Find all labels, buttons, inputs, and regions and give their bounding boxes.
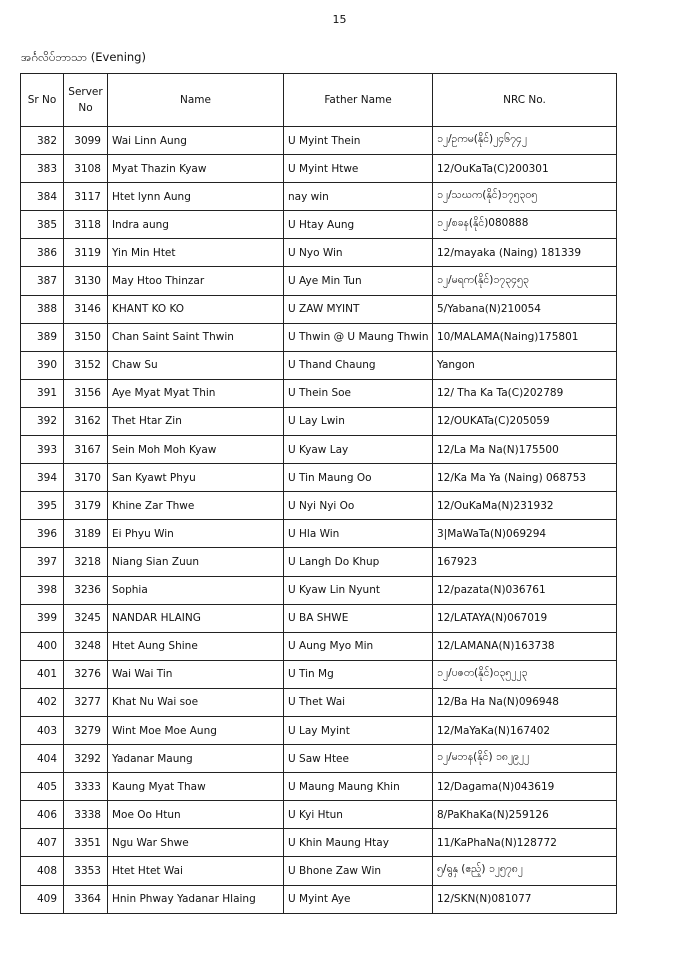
cell-nrc-no: 12/MaYaKa(N)167402 bbox=[433, 716, 617, 744]
cell-nrc-no: 12/Ba Ha Na(N)096948 bbox=[433, 688, 617, 716]
cell-server-no: 3338 bbox=[64, 801, 108, 829]
cell-server-no: 3218 bbox=[64, 548, 108, 576]
cell-name: Wint Moe Moe Aung bbox=[108, 716, 284, 744]
cell-name: Kaung Myat Thaw bbox=[108, 773, 284, 801]
page-number: 15 bbox=[332, 13, 347, 26]
table-row bbox=[21, 857, 617, 885]
cell-server-no: 3236 bbox=[64, 576, 108, 604]
cell-father-name: U Myint Aye bbox=[284, 885, 433, 913]
table-row bbox=[21, 492, 617, 520]
cell-father-name: U Bhone Zaw Win bbox=[284, 857, 433, 885]
cell-server-no: 3108 bbox=[64, 155, 108, 183]
cell-sr-no: 391 bbox=[21, 379, 64, 407]
cell-sr-no: 409 bbox=[21, 885, 64, 913]
cell-sr-no: 401 bbox=[21, 660, 64, 688]
header-server-no-label bbox=[68, 86, 102, 114]
cell-server-no: 3353 bbox=[64, 857, 108, 885]
table-row bbox=[21, 660, 617, 688]
cell-father-name: U Aye Min Tun bbox=[284, 267, 433, 295]
cell-sr-no: 390 bbox=[21, 351, 64, 379]
cell-name: Ngu War Shwe bbox=[108, 829, 284, 857]
cell-sr-no: 400 bbox=[21, 632, 64, 660]
cell-nrc-no: 12/SKN(N)081077 bbox=[433, 885, 617, 913]
cell-name: Aye Myat Myat Thin bbox=[108, 379, 284, 407]
cell-sr-no: 385 bbox=[21, 211, 64, 239]
cell-nrc-no: 12/La Ma Na(N)175500 bbox=[433, 436, 617, 464]
header-server-no-line: Server bbox=[68, 86, 103, 98]
cell-server-no: 3333 bbox=[64, 773, 108, 801]
cell-nrc-no: ၁၂/သဃက(နိုင်)၁၇၅၃၀၅ bbox=[433, 183, 617, 211]
cell-father-name: U Lay Myint bbox=[284, 716, 433, 744]
cell-name: Moe Oo Htun bbox=[108, 801, 284, 829]
cell-sr-no: 386 bbox=[21, 239, 64, 267]
cell-server-no: 3150 bbox=[64, 323, 108, 351]
table-row bbox=[21, 127, 617, 155]
table-row bbox=[21, 520, 617, 548]
table-row bbox=[21, 885, 617, 913]
cell-father-name: U Aung Myo Min bbox=[284, 632, 433, 660]
header-server-no-line: No bbox=[78, 102, 93, 114]
table-row bbox=[21, 801, 617, 829]
cell-server-no: 3351 bbox=[64, 829, 108, 857]
cell-nrc-no: 10/MALAMA(Naing)175801 bbox=[433, 323, 617, 351]
cell-server-no: 3179 bbox=[64, 492, 108, 520]
cell-sr-no: 396 bbox=[21, 520, 64, 548]
cell-server-no: 3276 bbox=[64, 660, 108, 688]
table-row bbox=[21, 436, 617, 464]
cell-nrc-no: 12/LAMANA(N)163738 bbox=[433, 632, 617, 660]
registration-table bbox=[20, 73, 617, 914]
cell-server-no: 3118 bbox=[64, 211, 108, 239]
table-row bbox=[21, 239, 617, 267]
cell-nrc-no: 167923 bbox=[433, 548, 617, 576]
cell-server-no: 3119 bbox=[64, 239, 108, 267]
table-header-row bbox=[21, 74, 617, 127]
cell-name: Niang Sian Zuun bbox=[108, 548, 284, 576]
cell-nrc-no: 12/OuKaMa(N)231932 bbox=[433, 492, 617, 520]
table-row bbox=[21, 548, 617, 576]
cell-nrc-no: ၁၂/ဥကမ(နိုင်)၂၄၆၇၄၂ bbox=[433, 127, 617, 155]
cell-name: Hnin Phway Yadanar Hlaing bbox=[108, 885, 284, 913]
cell-sr-no: 403 bbox=[21, 716, 64, 744]
cell-name: Sophia bbox=[108, 576, 284, 604]
cell-name: Yin Min Htet bbox=[108, 239, 284, 267]
header-server-no bbox=[64, 74, 108, 127]
cell-server-no: 3152 bbox=[64, 351, 108, 379]
table-row bbox=[21, 604, 617, 632]
cell-sr-no: 387 bbox=[21, 267, 64, 295]
cell-name: Wai Wai Tin bbox=[108, 660, 284, 688]
cell-nrc-no: ၁၂/ပဇတ(နိုင်)၀၃၅၂၂၃ bbox=[433, 660, 617, 688]
section-title: အင်္ဂလိပ်ဘာသာ (Evening) bbox=[21, 50, 146, 64]
cell-father-name: U Kyi Htun bbox=[284, 801, 433, 829]
cell-nrc-no: ၁၂/မဘန(နိုင်) ၁၈၂၉၂၂ bbox=[433, 745, 617, 773]
cell-server-no: 3130 bbox=[64, 267, 108, 295]
cell-server-no: 3364 bbox=[64, 885, 108, 913]
header-father-name: Father Name bbox=[284, 74, 433, 127]
table-row bbox=[21, 632, 617, 660]
table-row bbox=[21, 407, 617, 435]
cell-father-name: U Kyaw Lin Nyunt bbox=[284, 576, 433, 604]
cell-father-name: U Maung Maung Khin bbox=[284, 773, 433, 801]
cell-server-no: 3189 bbox=[64, 520, 108, 548]
cell-sr-no: 405 bbox=[21, 773, 64, 801]
cell-father-name: U Saw Htee bbox=[284, 745, 433, 773]
cell-sr-no: 402 bbox=[21, 688, 64, 716]
table-row bbox=[21, 295, 617, 323]
cell-father-name: U Lay Lwin bbox=[284, 407, 433, 435]
cell-server-no: 3279 bbox=[64, 716, 108, 744]
cell-name: Sein Moh Moh Kyaw bbox=[108, 436, 284, 464]
cell-nrc-no: ၁၂/မရက(နိုင်)၁၇၃၄၅၃ bbox=[433, 267, 617, 295]
cell-name: Htet Htet Wai bbox=[108, 857, 284, 885]
cell-server-no: 3292 bbox=[64, 745, 108, 773]
cell-name: Thet Htar Zin bbox=[108, 407, 284, 435]
cell-name: Wai Linn Aung bbox=[108, 127, 284, 155]
cell-father-name: U Myint Thein bbox=[284, 127, 433, 155]
cell-father-name: U ZAW MYINT bbox=[284, 295, 433, 323]
cell-nrc-no: 12/mayaka (Naing) 181339 bbox=[433, 239, 617, 267]
table-row bbox=[21, 773, 617, 801]
cell-sr-no: 397 bbox=[21, 548, 64, 576]
header-sr-no: Sr No bbox=[21, 74, 64, 127]
table-row bbox=[21, 155, 617, 183]
table-row bbox=[21, 351, 617, 379]
header-nrc-no: NRC No. bbox=[433, 74, 617, 127]
cell-name: Chan Saint Saint Thwin bbox=[108, 323, 284, 351]
cell-nrc-no: 12/pazata(N)036761 bbox=[433, 576, 617, 604]
cell-name: Khat Nu Wai soe bbox=[108, 688, 284, 716]
cell-sr-no: 395 bbox=[21, 492, 64, 520]
table-row bbox=[21, 379, 617, 407]
cell-name: Yadanar Maung bbox=[108, 745, 284, 773]
cell-father-name: U Thein Soe bbox=[284, 379, 433, 407]
cell-sr-no: 384 bbox=[21, 183, 64, 211]
cell-sr-no: 394 bbox=[21, 464, 64, 492]
cell-father-name: U Tin Maung Oo bbox=[284, 464, 433, 492]
cell-nrc-no: ၅/ရွနှ (ဧည့်) ၁၂၅၇၈၂ bbox=[433, 857, 617, 885]
cell-father-name: U Thwin @ U Maung Thwin bbox=[284, 323, 433, 351]
cell-server-no: 3245 bbox=[64, 604, 108, 632]
cell-sr-no: 393 bbox=[21, 436, 64, 464]
cell-father-name: U Langh Do Khup bbox=[284, 548, 433, 576]
cell-nrc-no: ၁၂/စခန(နိုင်)080888 bbox=[433, 211, 617, 239]
cell-father-name: U Thand Chaung bbox=[284, 351, 433, 379]
cell-nrc-no: 5/Yabana(N)210054 bbox=[433, 295, 617, 323]
cell-nrc-no: 3|MaWaTa(N)069294 bbox=[433, 520, 617, 548]
table-row bbox=[21, 267, 617, 295]
cell-server-no: 3170 bbox=[64, 464, 108, 492]
cell-nrc-no: Yangon bbox=[433, 351, 617, 379]
cell-nrc-no: 11/KaPhaNa(N)128772 bbox=[433, 829, 617, 857]
cell-father-name: U Khin Maung Htay bbox=[284, 829, 433, 857]
cell-name: Htet lynn Aung bbox=[108, 183, 284, 211]
cell-father-name: nay win bbox=[284, 183, 433, 211]
cell-server-no: 3167 bbox=[64, 436, 108, 464]
cell-server-no: 3099 bbox=[64, 127, 108, 155]
cell-sr-no: 383 bbox=[21, 155, 64, 183]
table-row bbox=[21, 716, 617, 744]
cell-father-name: U Tin Mg bbox=[284, 660, 433, 688]
cell-sr-no: 407 bbox=[21, 829, 64, 857]
table-row bbox=[21, 183, 617, 211]
cell-server-no: 3248 bbox=[64, 632, 108, 660]
cell-nrc-no: 12/Ka Ma Ya (Naing) 068753 bbox=[433, 464, 617, 492]
cell-sr-no: 388 bbox=[21, 295, 64, 323]
cell-server-no: 3146 bbox=[64, 295, 108, 323]
table-row bbox=[21, 323, 617, 351]
cell-father-name: U Kyaw Lay bbox=[284, 436, 433, 464]
cell-name: Khine Zar Thwe bbox=[108, 492, 284, 520]
header-name: Name bbox=[108, 74, 284, 127]
cell-nrc-no: 8/PaKhaKa(N)259126 bbox=[433, 801, 617, 829]
cell-father-name: U BA SHWE bbox=[284, 604, 433, 632]
cell-server-no: 3156 bbox=[64, 379, 108, 407]
cell-nrc-no: 12/Dagama(N)043619 bbox=[433, 773, 617, 801]
cell-name: Indra aung bbox=[108, 211, 284, 239]
table-row bbox=[21, 211, 617, 239]
cell-nrc-no: 12/OUKATa(C)205059 bbox=[433, 407, 617, 435]
cell-sr-no: 406 bbox=[21, 801, 64, 829]
cell-name: San Kyawt Phyu bbox=[108, 464, 284, 492]
cell-name: May Htoo Thinzar bbox=[108, 267, 284, 295]
cell-name: Chaw Su bbox=[108, 351, 284, 379]
table-row bbox=[21, 576, 617, 604]
cell-name: NANDAR HLAING bbox=[108, 604, 284, 632]
table-row bbox=[21, 688, 617, 716]
cell-sr-no: 398 bbox=[21, 576, 64, 604]
cell-sr-no: 408 bbox=[21, 857, 64, 885]
cell-nrc-no: 12/LATAYA(N)067019 bbox=[433, 604, 617, 632]
cell-father-name: U Myint Htwe bbox=[284, 155, 433, 183]
cell-server-no: 3117 bbox=[64, 183, 108, 211]
cell-father-name: U Thet Wai bbox=[284, 688, 433, 716]
cell-sr-no: 382 bbox=[21, 127, 64, 155]
cell-father-name: U Nyi Nyi Oo bbox=[284, 492, 433, 520]
cell-father-name: U Hla Win bbox=[284, 520, 433, 548]
cell-server-no: 3277 bbox=[64, 688, 108, 716]
cell-father-name: U Htay Aung bbox=[284, 211, 433, 239]
cell-server-no: 3162 bbox=[64, 407, 108, 435]
cell-name: Htet Aung Shine bbox=[108, 632, 284, 660]
table-row bbox=[21, 745, 617, 773]
cell-sr-no: 399 bbox=[21, 604, 64, 632]
cell-nrc-no: 12/OuKaTa(C)200301 bbox=[433, 155, 617, 183]
cell-nrc-no: 12/ Tha Ka Ta(C)202789 bbox=[433, 379, 617, 407]
cell-sr-no: 404 bbox=[21, 745, 64, 773]
cell-sr-no: 389 bbox=[21, 323, 64, 351]
cell-name: KHANT KO KO bbox=[108, 295, 284, 323]
table-row bbox=[21, 464, 617, 492]
cell-name: Myat Thazin Kyaw bbox=[108, 155, 284, 183]
cell-sr-no: 392 bbox=[21, 407, 64, 435]
table-body bbox=[21, 127, 617, 914]
table-row bbox=[21, 829, 617, 857]
cell-father-name: U Nyo Win bbox=[284, 239, 433, 267]
cell-name: Ei Phyu Win bbox=[108, 520, 284, 548]
